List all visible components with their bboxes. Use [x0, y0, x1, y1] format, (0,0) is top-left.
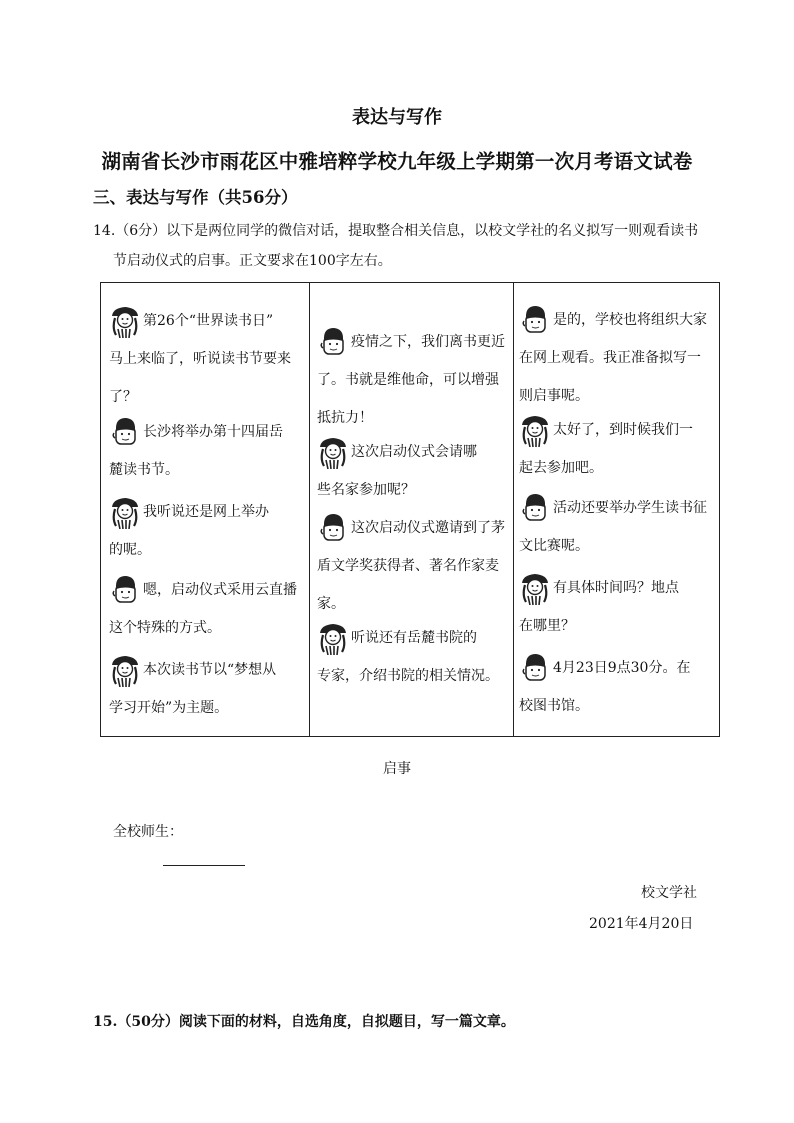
message-line: 马上来临了，听说读书节要来: [109, 351, 291, 367]
question-15: 15.（50分）阅读下面的材料，自选角度，自拟题目，写一篇文章。: [93, 1014, 515, 1030]
chat-column-1: [101, 283, 310, 736]
message-line: 我听说还是网上举办: [143, 504, 269, 520]
message-line: 在哪里？: [519, 618, 575, 634]
message-line: 抵抗力！: [317, 410, 373, 426]
message-line: 4月23日9点30分。在: [553, 660, 691, 676]
message-line: 则启事呢。: [519, 388, 589, 404]
message-line: 第26个“世界读书日”: [143, 313, 274, 329]
chat-message: [519, 569, 679, 645]
message-line: 疫情之下，我们离书更近: [351, 334, 505, 350]
chat-message: [317, 509, 505, 623]
chat-message: [109, 571, 297, 647]
exam-title: 湖南省长沙市雨花区中雅培粹学校九年级上学期第一次月考语文试卷: [101, 150, 693, 173]
section-heading: 三、表达与写作（共56分）: [93, 188, 298, 207]
message-line: 文比赛呢。: [519, 538, 589, 554]
girl-avatar-icon: [109, 653, 141, 687]
message-line: 嗯，启动仪式采用云直播: [143, 582, 297, 598]
question-14-line-1: 14.（6分）以下是两位同学的微信对话，提取整合相关信息，以校文学社的名义拟写一则观看读书: [93, 223, 699, 239]
girl-avatar-icon: [109, 495, 141, 529]
boy-avatar-icon: [317, 511, 349, 545]
chat-message: [519, 649, 690, 725]
chat-message: [109, 651, 276, 727]
chat-message: [109, 413, 283, 489]
message-line: 了？: [109, 389, 137, 405]
message-line: 这次启动仪式邀请到了茅: [351, 520, 505, 536]
notice-title-blank: [163, 865, 245, 866]
message-line: 学习开始”为主题。: [109, 700, 229, 716]
girl-avatar-icon: [317, 621, 349, 655]
message-line: 活动还要举办学生读书征: [553, 500, 707, 516]
chat-column-2: [309, 283, 514, 736]
message-line: 了。书就是维他命，可以增强: [317, 372, 499, 388]
boy-avatar-icon: [109, 573, 141, 607]
message-line: 校图书馆。: [519, 698, 589, 714]
chat-message: [317, 433, 477, 509]
message-line: 起去参加吧。: [519, 460, 603, 476]
message-line: 有具体时间吗？地点: [553, 580, 679, 596]
boy-avatar-icon: [519, 303, 551, 337]
message-line: 听说还有岳麓书院的: [351, 630, 477, 646]
chat-message: [519, 301, 707, 415]
chat-message: [317, 619, 499, 695]
message-line: 家。: [317, 596, 345, 612]
girl-avatar-icon: [317, 435, 349, 469]
chat-table: [100, 282, 720, 737]
question-14: [93, 216, 713, 276]
chat-column-3: [513, 283, 718, 736]
girl-avatar-icon: [519, 413, 551, 447]
notice-date: 2021年4月20日: [589, 916, 694, 932]
message-line: 些名家参加呢？: [317, 482, 415, 498]
chat-message: [109, 302, 291, 416]
chat-message: [519, 411, 693, 487]
notice-greeting: 全校师生：: [113, 824, 183, 840]
boy-avatar-icon: [317, 325, 349, 359]
question-14-line-2: 节启动仪式的启事。正文要求在100字左右。: [113, 253, 392, 269]
boy-avatar-icon: [519, 491, 551, 525]
girl-avatar-icon: [519, 571, 551, 605]
girl-avatar-icon: [109, 304, 141, 338]
message-line: 的呢。: [109, 542, 151, 558]
message-line: 太好了，到时候我们一: [553, 422, 693, 438]
message-line: 在网上观看。我正准备拟写一: [519, 350, 701, 366]
boy-avatar-icon: [109, 415, 141, 449]
message-line: 这个特殊的方式。: [109, 620, 221, 636]
message-line: 麓读书节。: [109, 462, 179, 478]
chat-message: [317, 323, 505, 437]
chat-message: [519, 489, 707, 565]
notice-signature: 校文学社: [641, 885, 697, 901]
message-line: 是的，学校也将组织大家: [553, 312, 707, 328]
message-line: 这次启动仪式会请哪: [351, 444, 477, 460]
message-line: 专家，介绍书院的相关情况。: [317, 668, 499, 684]
page-title: 表达与写作: [352, 107, 442, 128]
message-line: 本次读书节以“梦想从: [143, 662, 277, 678]
chat-message: [109, 493, 269, 569]
notice-heading: 启事: [383, 761, 411, 777]
message-line: 盾文学奖获得者、著名作家麦: [317, 558, 499, 574]
message-line: 长沙将举办第十四届岳: [143, 424, 283, 440]
boy-avatar-icon: [519, 651, 551, 685]
